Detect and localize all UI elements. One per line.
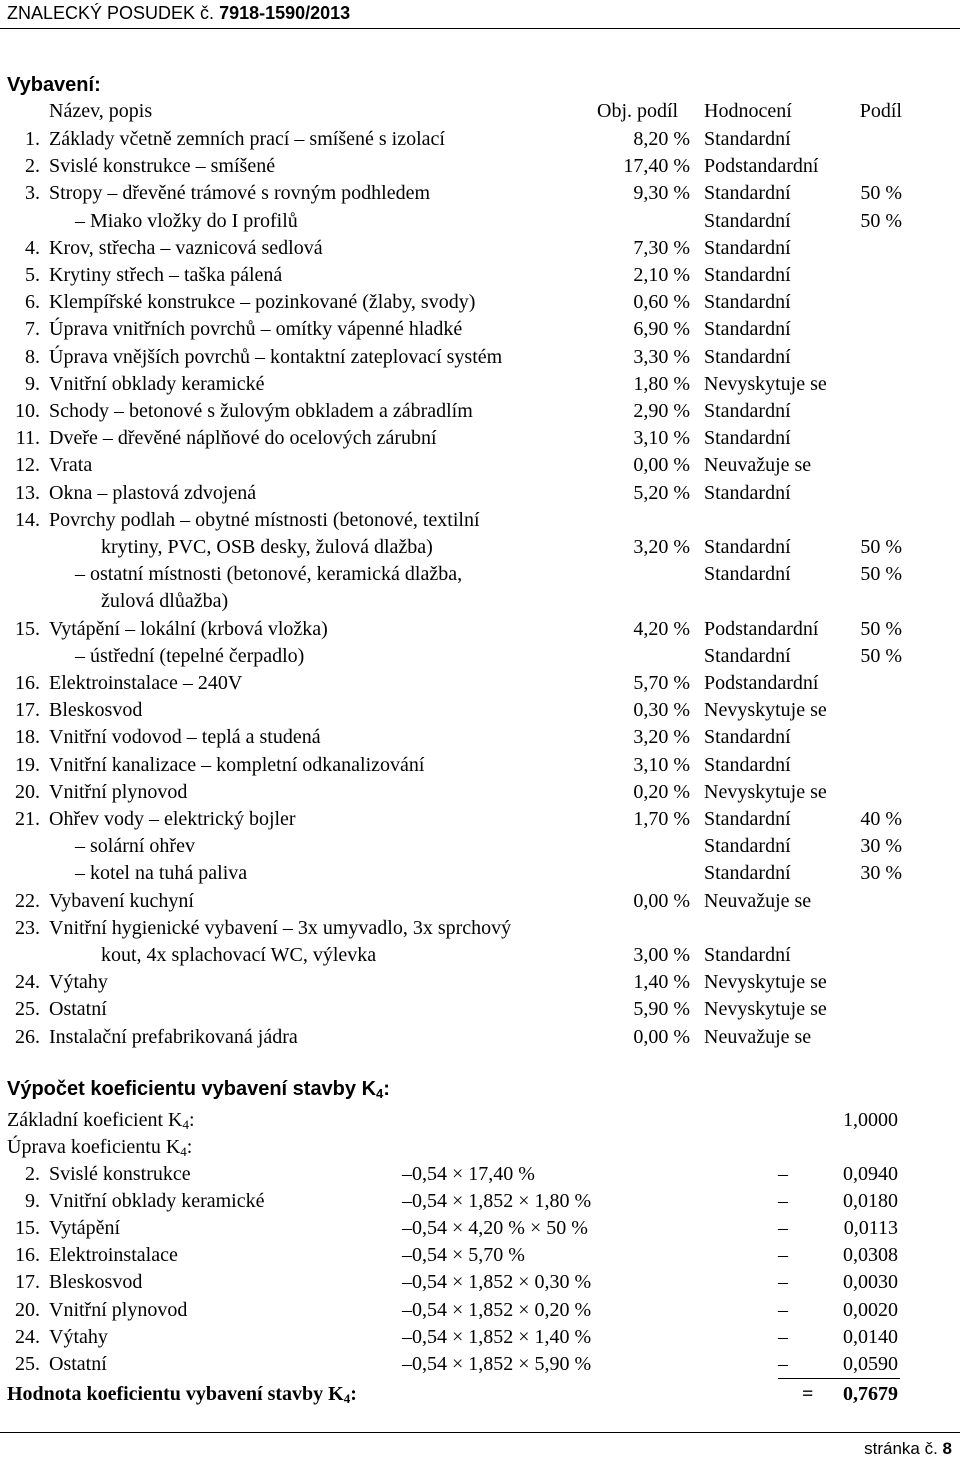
row-name: Ostatní — [49, 998, 107, 1021]
row-name: Vrata — [49, 454, 93, 477]
table-row — [0, 289, 960, 316]
col-name: Název, popis — [49, 100, 153, 122]
table-row — [0, 670, 960, 697]
row-part: 50 % — [860, 182, 902, 205]
koef-row-name: Výtahy — [49, 1325, 108, 1348]
row-name: kout, 4x splachovací WC, výlevka — [101, 944, 377, 966]
row-name: – ústřední (tepelné čerpadlo) — [75, 644, 305, 667]
koef-row — [0, 1161, 960, 1188]
row-name: Vnitřní vodovod – teplá a studená — [49, 726, 321, 749]
row-name: Krytiny střech – taška pálená — [49, 264, 283, 286]
koef-total-label: Hodnota koeficientu vybavení stavby $K_4$: — [7, 1383, 357, 1407]
row-name: Okna – plastová zdvojená — [49, 481, 257, 504]
row-rating: Standardní — [704, 291, 791, 314]
table-row — [0, 398, 960, 425]
row-name: – Miako vložky do I profilů — [75, 209, 298, 232]
row-share: 3,10 % — [633, 427, 690, 450]
koef-adj-label: Úprava koeficientu $K_4$: — [7, 1136, 193, 1160]
row-rating: Standardní — [704, 400, 791, 422]
row-rating: Podstandardní — [704, 672, 819, 694]
row-number: 14. — [15, 508, 40, 531]
row-rating: Neuvažuje se — [704, 889, 812, 912]
row-name: Úprava vnitřních povrchů – omítky vápenné hladké — [49, 318, 463, 341]
row-rating: Podstandardní — [704, 617, 819, 640]
sum-rule — [778, 1378, 900, 1379]
koef-row-formula: –0,54 × 4,20 % × 50 % — [402, 1217, 588, 1240]
row-name: Vybavení kuchyní — [49, 889, 194, 912]
page-header — [0, 0, 960, 30]
row-share: 9,30 % — [633, 182, 690, 205]
row-rating: Standardní — [704, 264, 791, 286]
row-name: Vnitřní hygienické vybavení – 3x umyvadlo, 3x sprchový — [49, 916, 512, 939]
row-rating: Standardní — [704, 318, 791, 341]
row-rating: Neuvažuje se — [704, 1025, 812, 1048]
row-part: 50 % — [860, 563, 902, 586]
row-share: 3,20 % — [633, 726, 690, 749]
row-number: 2. — [25, 155, 40, 178]
koef-row-sign: – — [778, 1190, 788, 1213]
row-name: Dveře – dřevěné náplňové do ocelových zárubní — [49, 427, 437, 450]
table-row — [0, 697, 960, 724]
table-row — [0, 126, 960, 153]
row-share: 1,70 % — [633, 808, 690, 830]
row-number: 16. — [15, 672, 40, 694]
koef-total-value: 0,7679 — [843, 1383, 898, 1405]
row-rating: Standardní — [704, 944, 791, 966]
row-share: 3,00 % — [633, 944, 690, 966]
row-name: Stropy – dřevěné trámové s rovným podhledem — [49, 182, 431, 205]
row-part: 50 % — [860, 209, 902, 232]
koef-row-name: Svislé konstrukce — [49, 1163, 191, 1185]
row-number: 17. — [15, 699, 40, 722]
row-number: 7. — [25, 318, 40, 341]
row-share: 5,90 % — [633, 998, 690, 1021]
row-share: 1,40 % — [633, 971, 690, 994]
koef-row-value: 0,0030 — [843, 1271, 898, 1294]
row-share: 7,30 % — [633, 236, 690, 259]
row-name: Vytápění – lokální (krbová vložka) — [49, 617, 328, 640]
row-number: 26. — [15, 1025, 40, 1048]
row-name: – ostatní místnosti (betonové, keramická dlažba, — [75, 563, 463, 586]
koef-row-number: 24. — [15, 1325, 40, 1348]
koef-row — [0, 1324, 960, 1351]
row-rating: Standardní — [704, 753, 791, 776]
row-share: 6,90 % — [633, 318, 690, 341]
row-rating: Neuvažuje se — [704, 454, 812, 477]
row-name: Bleskosvod — [49, 699, 143, 722]
koef-row-value: 0,0020 — [843, 1298, 898, 1321]
row-name: Vnitřní kanalizace – kompletní odkanalizování — [49, 753, 425, 776]
row-rating: Standardní — [704, 345, 791, 368]
table-row — [0, 452, 960, 479]
koef-heading: Výpočet koeficientu vybavení stavby $K_4$: — [7, 1078, 390, 1102]
vybaveni-columns — [0, 98, 960, 125]
row-rating: Standardní — [704, 128, 791, 150]
row-number: 23. — [15, 916, 40, 939]
koef-row-sign: – — [778, 1217, 788, 1240]
row-number: 18. — [15, 726, 40, 749]
table-row — [0, 180, 960, 207]
row-share: 3,10 % — [633, 753, 690, 776]
table-row — [0, 153, 960, 180]
koef-row-formula: –0,54 × 1,852 × 5,90 % — [402, 1352, 592, 1375]
row-share: 0,30 % — [633, 699, 690, 722]
table-row — [0, 507, 960, 534]
koef-row-formula: –0,54 × 5,70 % — [402, 1244, 525, 1267]
row-name: – solární ohřev — [75, 835, 195, 858]
row-number: 10. — [15, 400, 40, 422]
koef-row-formula: –0,54 × 1,852 × 0,30 % — [402, 1271, 592, 1294]
table-row — [0, 779, 960, 806]
koef-row-formula: –0,54 × 1,852 × 1,40 % — [402, 1325, 592, 1348]
koef-row-value: 0,0590 — [843, 1352, 898, 1375]
row-name: Výtahy — [49, 971, 108, 994]
row-rating: Standardní — [704, 536, 791, 558]
row-name: Základy včetně zemních prací – smíšené s izolací — [49, 128, 445, 150]
row-name: Instalační prefabrikovaná jádra — [49, 1025, 298, 1048]
row-rating: Podstandardní — [704, 155, 819, 178]
header-rule — [0, 28, 960, 29]
table-row — [0, 915, 960, 942]
table-row — [0, 588, 960, 615]
table-row — [0, 371, 960, 398]
row-rating: Standardní — [704, 481, 791, 504]
table-row — [0, 425, 960, 452]
vybaveni-heading: Vybavení: — [7, 74, 101, 96]
row-name: Vnitřní obklady keramické — [49, 372, 265, 395]
row-number: 5. — [25, 264, 40, 286]
row-name: Schody – betonové s žulovým obkladem a zábradlím — [49, 400, 473, 422]
table-row — [0, 806, 960, 833]
row-name: Krov, střecha – vaznicová sedlová — [49, 236, 323, 259]
col-share: Obj. podíl — [597, 100, 679, 122]
koef-row-formula: –0,54 × 1,852 × 1,80 % — [402, 1190, 592, 1213]
row-number: 11. — [15, 427, 40, 450]
row-number: 1. — [25, 128, 40, 150]
row-share: 5,70 % — [633, 672, 690, 694]
row-share: 0,00 % — [633, 1025, 690, 1048]
table-row — [0, 942, 960, 969]
table-row — [0, 561, 960, 588]
row-rating: Standardní — [704, 236, 791, 259]
koef-row-name: Elektroinstalace — [49, 1244, 178, 1267]
table-row — [0, 208, 960, 235]
table-row — [0, 996, 960, 1023]
koef-base-label: Základní koeficient $K_4$: — [7, 1109, 195, 1133]
row-part: 30 % — [860, 862, 902, 885]
koef-row-name: Vytápění — [49, 1217, 121, 1240]
row-number: 12. — [15, 454, 40, 477]
row-share: 0,00 % — [633, 454, 690, 477]
row-number: 20. — [15, 780, 40, 803]
row-name: Ohřev vody – elektrický bojler — [49, 808, 296, 830]
row-rating: Nevyskytuje se — [704, 971, 827, 994]
row-name: Elektroinstalace – 240V — [49, 672, 243, 694]
row-rating: Standardní — [704, 808, 791, 830]
table-row — [0, 969, 960, 996]
koef-row-name: Vnitřní obklady keramické — [49, 1190, 265, 1213]
row-number: 4. — [25, 236, 40, 259]
row-name: Úprava vnějších povrchů – kontaktní zateplovací systém — [49, 345, 503, 368]
row-number: 15. — [15, 617, 40, 640]
row-rating: Standardní — [704, 862, 791, 885]
row-share: 17,40 % — [623, 155, 690, 178]
row-name: Svislé konstrukce – smíšené — [49, 155, 276, 178]
koef-row-name: Bleskosvod — [49, 1271, 143, 1294]
koef-row-number: 2. — [25, 1163, 40, 1185]
row-share: 2,90 % — [633, 400, 690, 422]
koef-row — [0, 1351, 960, 1378]
row-rating: Nevyskytuje se — [704, 780, 827, 803]
table-row — [0, 262, 960, 289]
row-name: krytiny, PVC, OSB desky, žulová dlažba) — [101, 536, 433, 558]
table-row — [0, 616, 960, 643]
koef-row-sign: – — [778, 1163, 788, 1185]
koef-row-value: 0,0940 — [843, 1163, 898, 1185]
row-part: 40 % — [860, 808, 902, 830]
row-rating: Standardní — [704, 563, 791, 586]
row-number: 6. — [25, 291, 40, 314]
row-number: 19. — [15, 753, 40, 776]
table-row — [0, 860, 960, 887]
table-row — [0, 888, 960, 915]
row-share: 0,20 % — [633, 780, 690, 803]
row-name: žulová dlůažba) — [101, 590, 229, 613]
koef-row-sign: – — [778, 1244, 788, 1267]
row-share: 4,20 % — [633, 617, 690, 640]
koef-row — [0, 1269, 960, 1296]
row-name: Povrchy podlah – obytné místnosti (betonové, textilní — [49, 508, 480, 531]
row-rating: Nevyskytuje se — [704, 699, 827, 722]
koef-row-name: Ostatní — [49, 1352, 107, 1375]
koef-row-value: 0,0308 — [843, 1244, 898, 1267]
row-rating: Nevyskytuje se — [704, 998, 827, 1021]
row-rating: Standardní — [704, 835, 791, 858]
table-row — [0, 534, 960, 561]
row-number: 3. — [25, 182, 40, 205]
koef-row-number: 16. — [15, 1244, 40, 1267]
koef-row-value: 0,0113 — [843, 1217, 898, 1240]
footer-rule — [0, 1432, 960, 1433]
koef-row-number: 17. — [15, 1271, 40, 1294]
row-share: 3,30 % — [633, 345, 690, 368]
row-number: 8. — [25, 345, 40, 368]
koef-total-sign: = — [802, 1383, 814, 1405]
koef-total-row — [0, 1380, 960, 1408]
row-rating: Standardní — [704, 209, 791, 232]
table-row — [0, 1024, 960, 1051]
koef-row-value: 0,0180 — [843, 1190, 898, 1213]
koef-row-formula: –0,54 × 1,852 × 0,20 % — [402, 1298, 592, 1321]
table-row — [0, 833, 960, 860]
col-rating: Hodnocení — [704, 100, 792, 122]
table-row — [0, 480, 960, 507]
row-part: 50 % — [860, 644, 902, 667]
document-title: ZNALECKÝ POSUDEK č. 7918-1590/2013 — [7, 3, 351, 23]
row-number: 22. — [15, 889, 40, 912]
row-rating: Standardní — [704, 182, 791, 205]
koef-row — [0, 1188, 960, 1215]
row-rating: Standardní — [704, 427, 791, 450]
table-row — [0, 724, 960, 751]
table-row — [0, 235, 960, 262]
row-share: 2,10 % — [633, 264, 690, 286]
table-row — [0, 752, 960, 779]
koef-row — [0, 1215, 960, 1242]
row-name: Klempířské konstrukce – pozinkované (žlaby, svody) — [49, 291, 476, 314]
col-part: Podíl — [859, 100, 902, 122]
row-number: 25. — [15, 998, 40, 1021]
koef-row-formula: –0,54 × 17,40 % — [402, 1163, 535, 1185]
row-name: Vnitřní plynovod — [49, 780, 188, 803]
row-part: 30 % — [860, 835, 902, 858]
row-part: 50 % — [860, 536, 902, 558]
row-share: 0,00 % — [633, 889, 690, 912]
row-share: 8,20 % — [633, 128, 690, 150]
row-rating: Nevyskytuje se — [704, 372, 827, 395]
row-number: 13. — [15, 481, 40, 504]
table-row — [0, 643, 960, 670]
page-footer: stránka č. 8 — [864, 1439, 952, 1458]
koef-row-sign: – — [778, 1352, 788, 1375]
table-row — [0, 344, 960, 371]
row-share: 0,60 % — [633, 291, 690, 314]
koef-row-value: 0,0140 — [843, 1325, 898, 1348]
koef-row-number: 15. — [15, 1217, 40, 1240]
koef-row — [0, 1242, 960, 1269]
row-share: 5,20 % — [633, 481, 690, 504]
row-name: – kotel na tuhá paliva — [75, 862, 248, 885]
koef-row-number: 9. — [25, 1190, 40, 1213]
koef-row-sign: – — [778, 1325, 788, 1348]
koef-base-row — [0, 1107, 960, 1134]
row-number: 21. — [15, 808, 40, 830]
koef-row-name: Vnitřní plynovod — [49, 1298, 188, 1321]
koef-row-sign: – — [778, 1271, 788, 1294]
row-part: 50 % — [860, 617, 902, 640]
table-row — [0, 316, 960, 343]
row-share: 3,20 % — [633, 536, 690, 558]
row-number: 9. — [25, 372, 40, 395]
koef-adj-row — [0, 1134, 960, 1161]
koef-row — [0, 1297, 960, 1324]
koef-row-sign: – — [778, 1298, 788, 1321]
koef-row-number: 20. — [15, 1298, 40, 1321]
koef-row-number: 25. — [15, 1352, 40, 1375]
row-number: 24. — [15, 971, 40, 994]
row-share: 1,80 % — [633, 372, 690, 395]
row-rating: Standardní — [704, 644, 791, 667]
koef-base-value: 1,0000 — [843, 1109, 898, 1131]
row-rating: Standardní — [704, 726, 791, 749]
